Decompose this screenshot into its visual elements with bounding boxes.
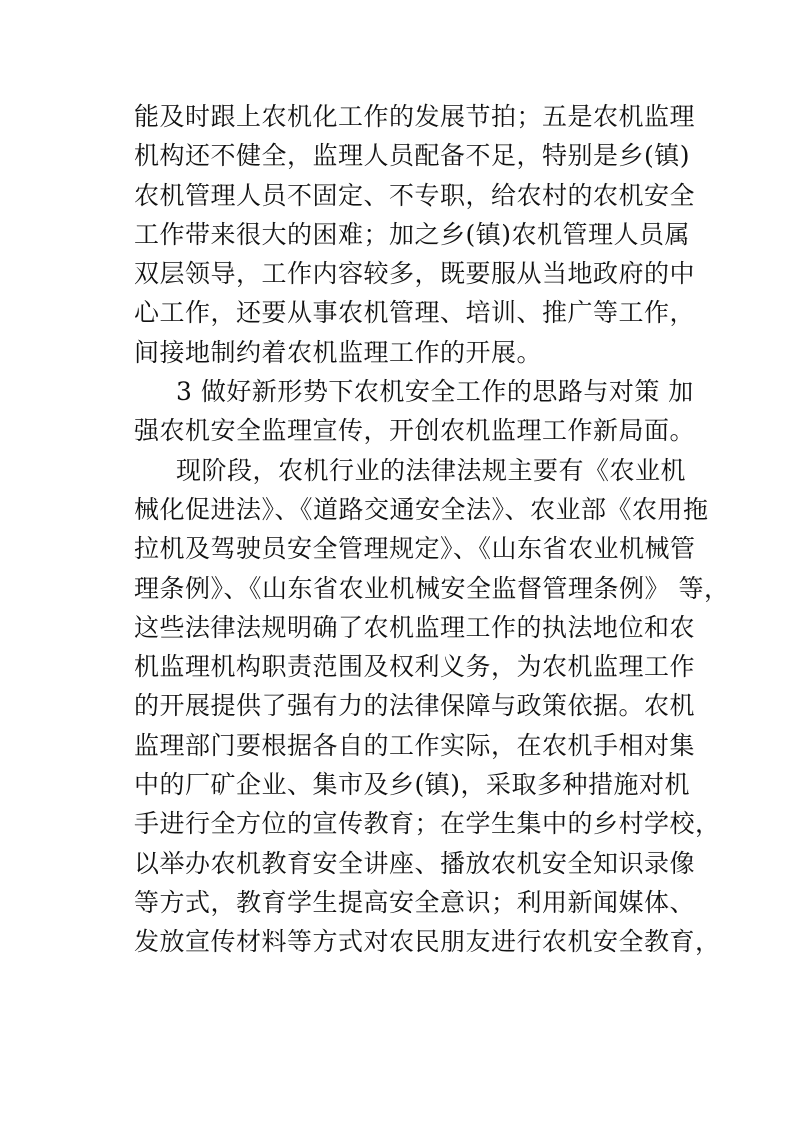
text-line: 械化促进法》、《道路交通安全法》、农业部《农用拖: [134, 494, 709, 524]
text-line: 监理部门要根据各自的工作实际，在农机手相对集: [134, 730, 696, 760]
text-line: 中的厂矿企业、集市及乡(镇)，采取多种措施对机: [134, 770, 691, 800]
text-line: 等方式，教育学生提高安全意识；利用新闻媒体、: [134, 887, 696, 917]
text-line: 心工作，还要从事农机管理、培训、推广等工作，: [134, 298, 696, 328]
text-line: 拉机及驾驶员安全管理规定》、《山东省农业机械管: [134, 534, 696, 564]
body-text: [134, 97, 730, 962]
text-line: 理条例》、《山东省农业机械安全监督管理条例》 等，: [134, 573, 730, 603]
paragraph-start-line: 现阶段，农机行业的法律法规主要有《农业机: [176, 455, 687, 485]
text-line: 间接地制约着农机监理工作的开展。: [134, 337, 543, 367]
text-line: 的开展提供了强有力的法律保障与政策依据。农机: [134, 691, 696, 721]
text-line: 双层领导，工作内容较多，既要服从当地政府的中: [134, 259, 696, 289]
text-line: 发放宣传材料等方式对农民朋友进行农机安全教育，: [134, 927, 721, 957]
text-line: 手进行全方位的宣传教育；在学生集中的乡村学校，: [134, 809, 721, 839]
text-line: 机构还不健全，监理人员配备不足，特别是乡(镇): [134, 141, 691, 171]
text-line: 工作带来很大的困难；加之乡(镇)农机管理人员属: [134, 219, 691, 249]
text-line: 农机管理人员不固定、不专职，给农村的农机安全: [134, 180, 696, 210]
text-line: 能及时跟上农机化工作的发展节拍；五是农机监理: [134, 102, 696, 131]
section-heading-line: 3 做好新形势下农机安全工作的思路与对策 加: [176, 377, 694, 407]
text-line: 强农机安全监理宣传，开创农机监理工作新局面。: [134, 416, 696, 446]
text-line: 以举办农机教育安全讲座、播放农机安全知识录像: [134, 848, 696, 878]
text-line: 机监理机构职责范围及权利义务，为农机监理工作: [134, 652, 696, 682]
text-line: 这些法律法规明确了农机监理工作的执法地位和农: [134, 612, 696, 642]
